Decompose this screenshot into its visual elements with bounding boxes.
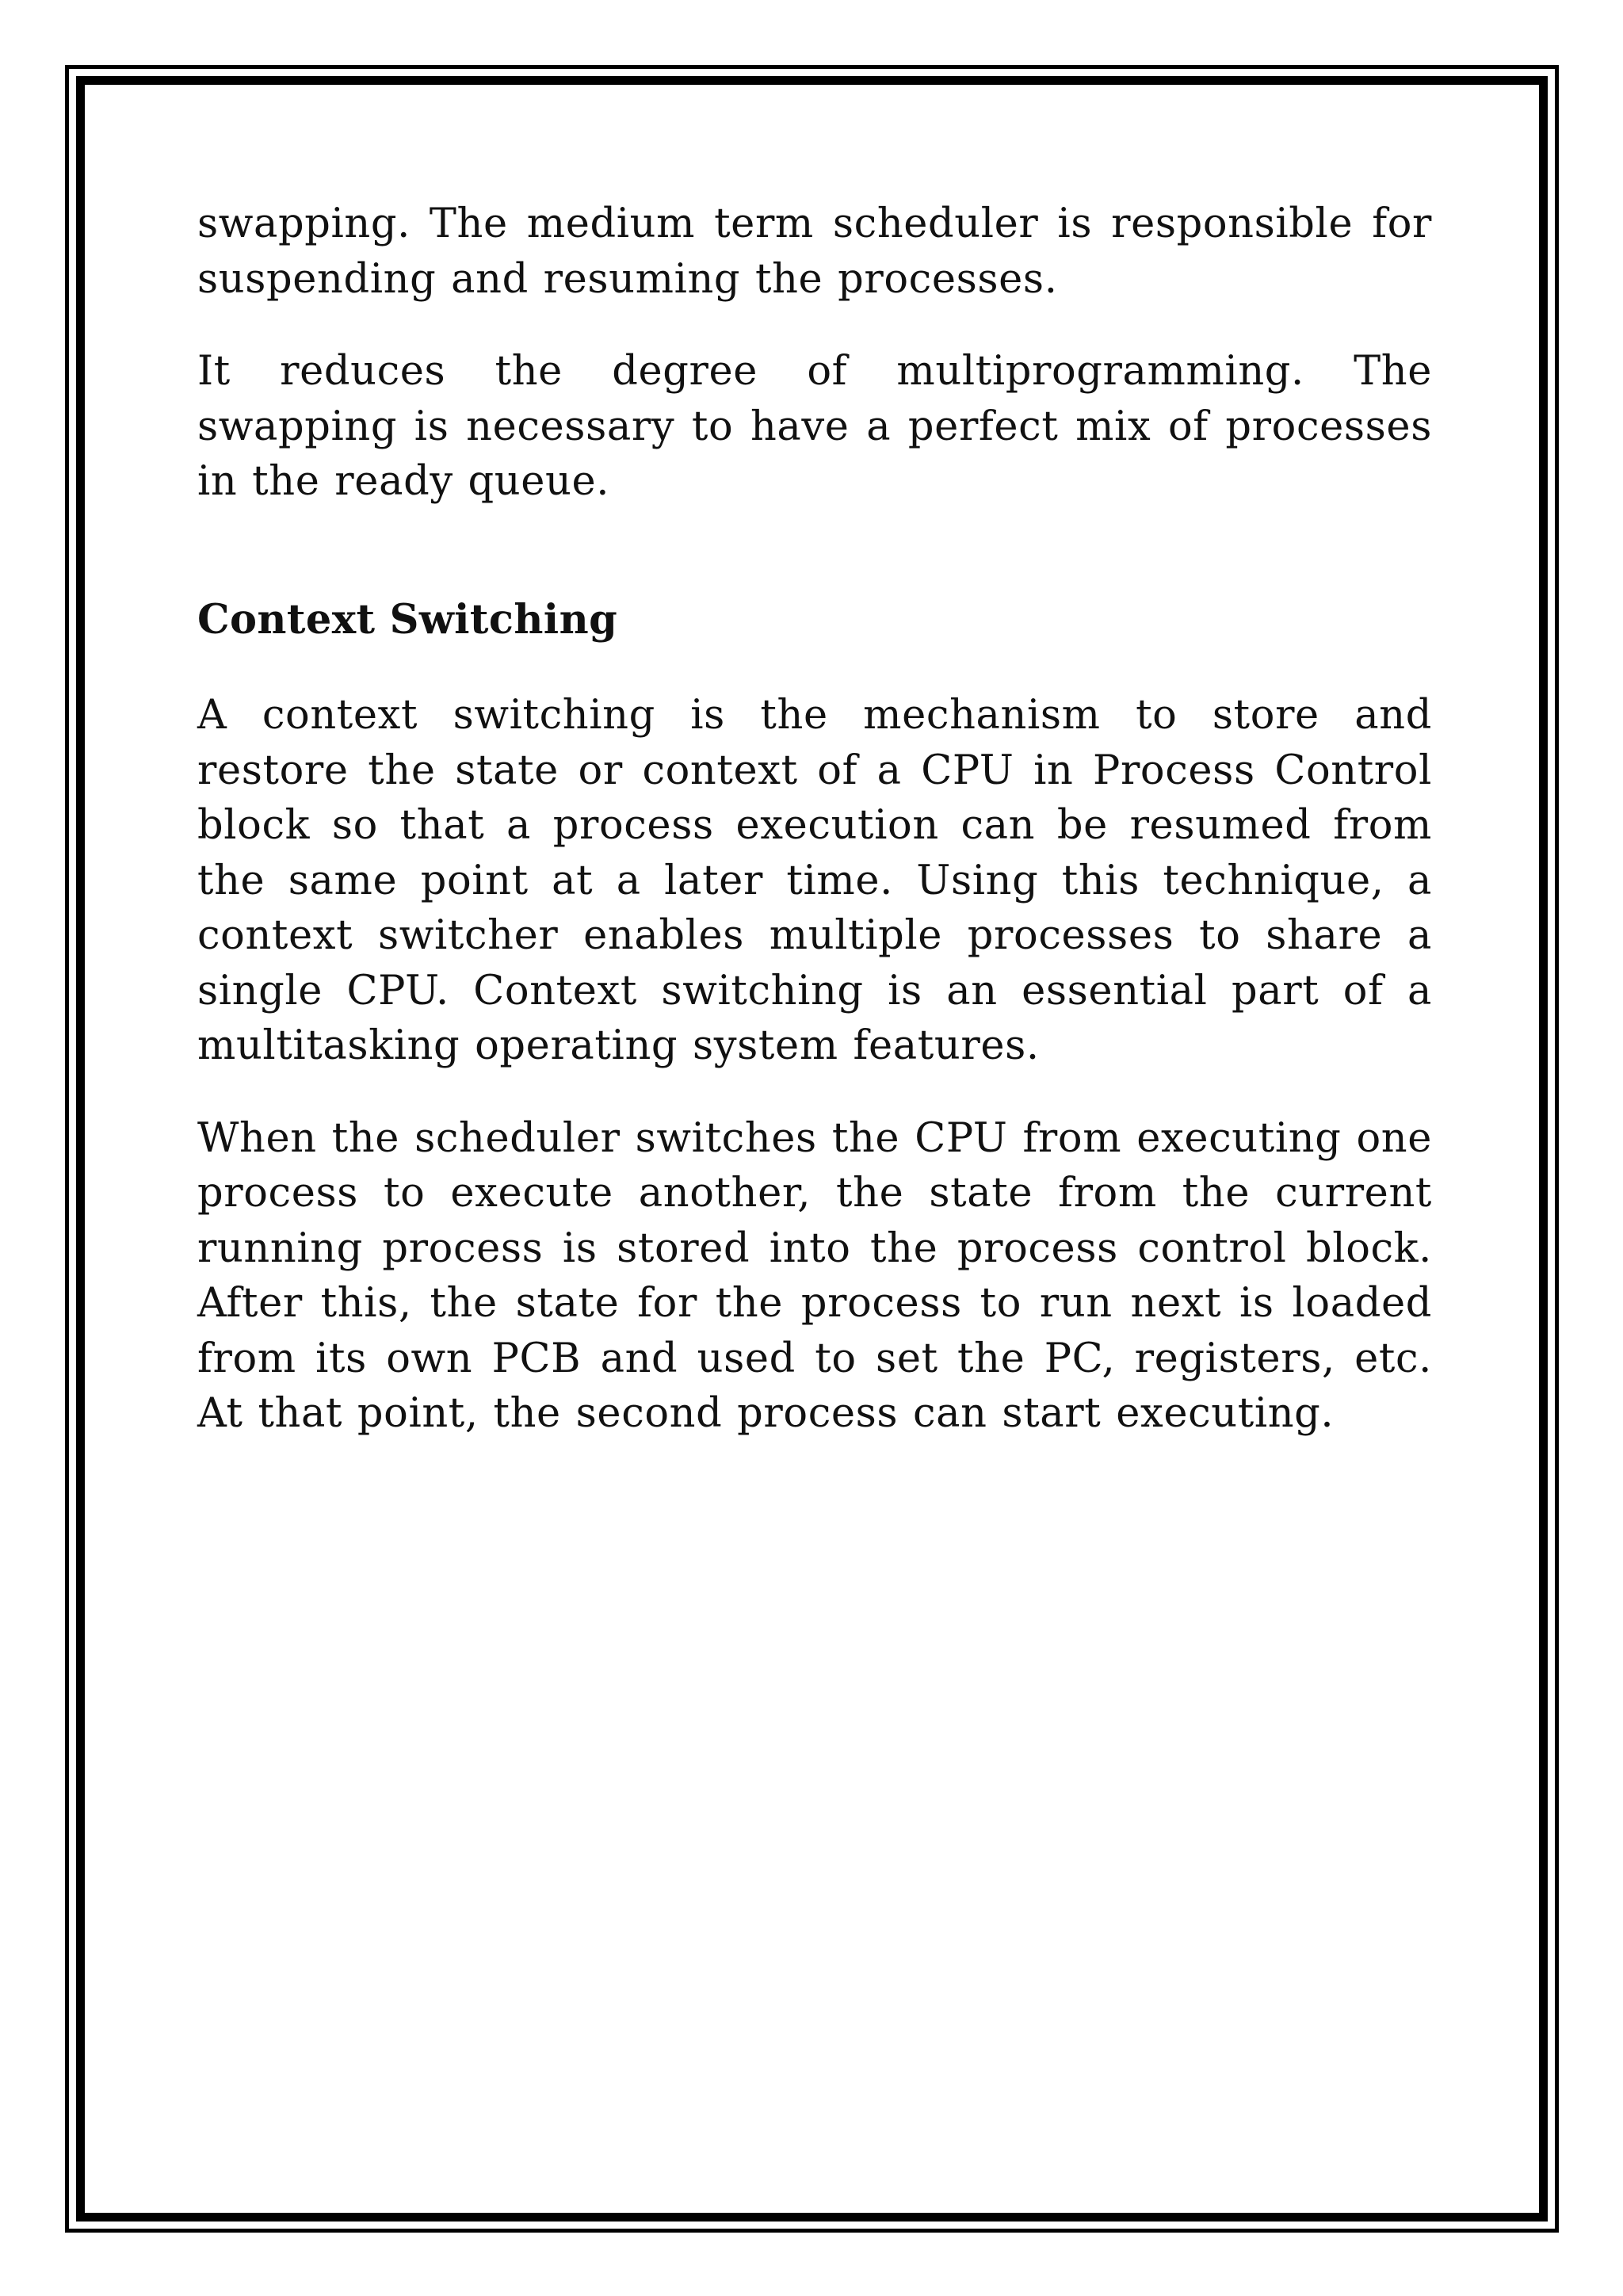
paragraph-context-switching-definition: A context switching is the mechanism to store and restore the state or context of a CPU in Process Control block so that a process execution can be resumed from the same point at a later time. Using this technique, a context switcher enables multiple processes to share a single CPU. Context switching is an essential part of a multitasking operating system features. xyxy=(197,692,1432,1069)
paragraph-context-switching-process: When the scheduler switches the CPU from executing one process to execute another, the state from the current running process is stored into the process control block. After this, the state for the process to run next is loaded from its own PCB and used to set the PC, registers, etc. At that point, the second process can start executing. xyxy=(197,1114,1432,1437)
section-heading: Context Switching xyxy=(197,595,618,644)
page-content xyxy=(197,197,1432,1442)
paragraph-swapping-continued: swapping. The medium term scheduler is responsible for suspending and resuming the processes. xyxy=(197,201,1432,303)
paragraph-multiprogramming: It reduces the degree of multiprogramming. The swapping is necessary to have a perfect mix of processes in the ready queue. xyxy=(197,348,1432,505)
